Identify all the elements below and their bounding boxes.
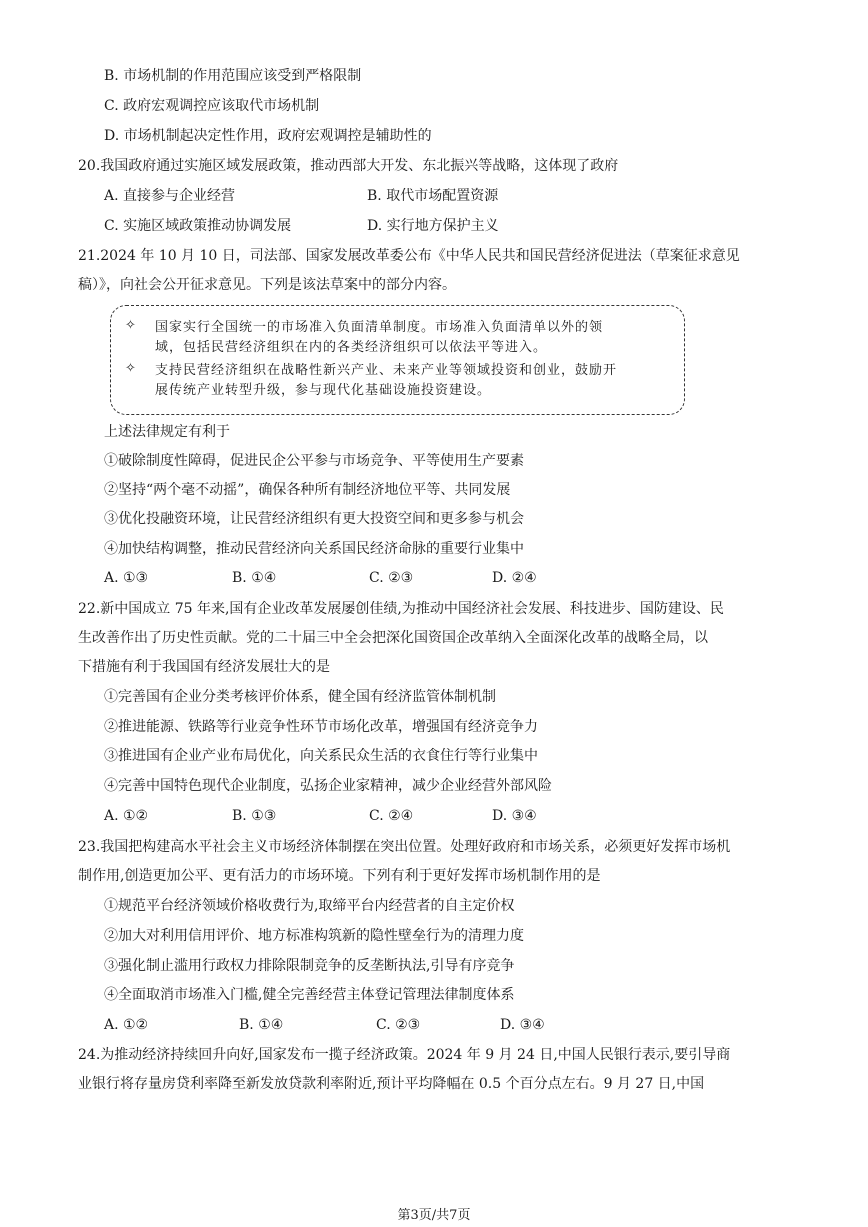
q23-option-a: A. ①② [104,1017,149,1033]
q22-item-3: ③推进国有企业产业布局优化，向关系民众生活的衣食住行等行业集中 [104,748,538,764]
q21-excerpt-box [110,305,685,415]
diamond-bullet-icon: ✧ [125,361,136,376]
q23-item-1: ①规范平台经济领域价格收费行为,取缔平台内经营者的自主定价权 [104,898,515,914]
q21-option-b: B. ①④ [232,570,277,586]
q24-stem-line1: 24.为推动经济持续回升向好,国家发布一揽子经济政策。2024 年 9 月 24 日,中国人民银行表示,要引导商 [78,1047,731,1063]
q21-option-d: D. ②④ [492,570,537,586]
q21-item-4: ④加快结构调整，推动民营经济向关系国民经济命脉的重要行业集中 [104,541,524,557]
q22-option-a: A. ①② [104,808,149,824]
q21-excerpt-1-line1: 国家实行全国统一的市场准入负面清单制度。市场准入负面清单以外的领 [155,320,604,335]
page-number-footer: 第3页/共7页 [397,1208,471,1223]
q21-stem-line2: 稿）》，向社会公开征求意见。下列是该法草案中的部分内容。 [78,277,456,293]
q22-stem-line2: 生改善作出了历史性贡献。党的二十届三中全会把深化国资国企改革纳入全面深化改革的战略全局，以 [78,630,708,646]
q21-item-3: ③优化投融资环境，让民营经济组织有更大投资空间和更多参与机会 [104,511,524,527]
q21-item-2: ②坚持“两个毫不动摇”，确保各种所有制经济地位平等、共同发展 [104,482,511,498]
q19-option-c: C. 政府宏观调控应该取代市场机制 [104,98,320,114]
q21-option-a: A. ①③ [104,570,149,586]
q21-stem-line1: 21.2024 年 10 月 10 日，司法部、国家发展改革委公布《中华人民共和国民营经济促进法（草案征求意见 [78,248,740,264]
q22-item-1: ①完善国有企业分类考核评价体系，健全国有经济监管体制机制 [104,689,496,705]
q20-option-d: D. 实行地方保护主义 [367,218,499,234]
q20-option-a: A. 直接参与企业经营 [104,188,236,204]
diamond-bullet-icon: ✧ [125,318,136,333]
q22-option-c: C. ②④ [369,808,414,824]
q19-option-b: B. 市场机制的作用范围应该受到严格限制 [104,68,362,84]
q21-item-1: ①破除制度性障碍，促进民企公平参与市场竞争、平等使用生产要素 [104,453,524,469]
q20-option-c: C. 实施区域政策推动协调发展 [104,218,292,234]
q22-item-4: ④完善中国特色现代企业制度，弘扬企业家精神，减少企业经营外部风险 [104,778,552,794]
q19-option-d: D. 市场机制起决定性作用，政府宏观调控是辅助性的 [104,128,432,144]
q22-option-b: B. ①③ [232,808,277,824]
q22-stem-line3: 下措施有利于我国国有经济发展壮大的是 [78,659,330,675]
q23-option-c: C. ②③ [376,1017,421,1033]
q23-item-4: ④全面取消市场准入门槛,健全完善经营主体登记管理法律制度体系 [104,987,515,1003]
q20-stem: 20.我国政府通过实施区域发展政策，推动西部大开发、东北振兴等战略，这体现了政府 [78,158,619,174]
q21-excerpt-1-line2: 域，包括民营经济组织在内的各类经济组织可以依法平等进入。 [155,340,548,355]
q23-item-3: ③强化制止滥用行政权力排除限制竞争的反垄断执法,引导有序竞争 [104,958,515,974]
q20-option-b: B. 取代市场配置资源 [367,188,499,204]
q23-stem-line1: 23.我国把构建高水平社会主义市场经济体制摆在突出位置。处理好政府和市场关系，必须更好发挥市场机 [78,839,731,855]
q23-stem-line2: 制作用,创造更加公平、更有活力的市场环境。下列有利于更好发挥市场机制作用的是 [78,868,601,884]
q22-stem-line1: 22.新中国成立 75 年来,国有企业改革发展屡创佳绩,为推动中国经济社会发展、科技进步、国防建设、民 [78,601,724,617]
q24-stem-line2: 业银行将存量房贷利率降至新发放贷款利率附近,预计平均降幅在 0.5 个百分点左右。9 月 27 日,中国 [78,1076,705,1092]
q23-item-2: ②加大对利用信用评价、地方标准构筑新的隐性壁垒行为的清理力度 [104,928,524,944]
q21-excerpt-2-line1: 支持民营经济组织在战略性新兴产业、未来产业等领域投资和创业，鼓励开 [155,363,618,378]
q21-excerpt-2-line2: 展传统产业转型升级，参与现代化基础设施投资建设。 [155,383,492,398]
q23-option-b: B. ①④ [239,1017,284,1033]
q21-option-c: C. ②③ [369,570,414,586]
q23-option-d: D. ③④ [500,1017,545,1033]
q22-option-d: D. ③④ [492,808,537,824]
q21-lead: 上述法律规定有利于 [104,424,230,440]
q22-item-2: ②推进能源、铁路等行业竞争性环节市场化改革，增强国有经济竞争力 [104,719,538,735]
